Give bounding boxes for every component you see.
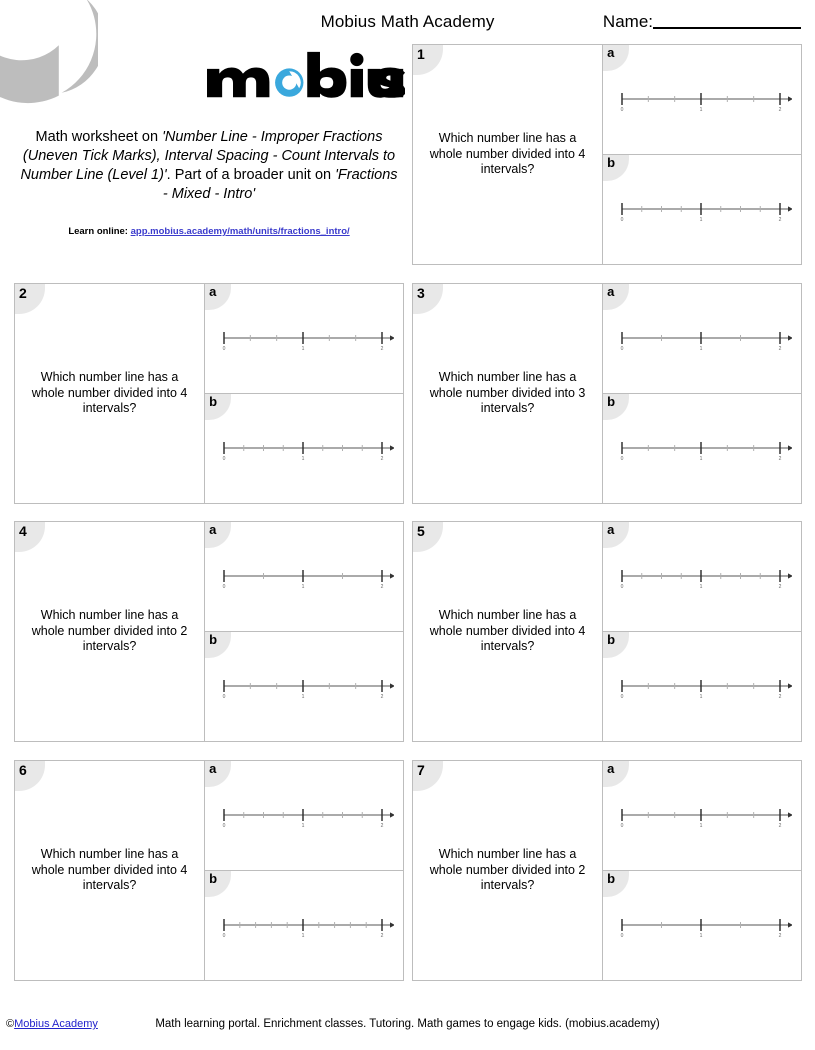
number-line-b bbox=[214, 432, 394, 466]
svg-text:0: 0 bbox=[620, 693, 624, 700]
svg-text:2: 2 bbox=[778, 932, 782, 939]
option-letter-badge: b bbox=[205, 871, 231, 897]
learn-online-line bbox=[18, 226, 400, 237]
question-options-cell bbox=[603, 45, 801, 264]
svg-text:2: 2 bbox=[778, 822, 782, 829]
question-options-cell bbox=[603, 284, 801, 503]
name-label: Name: bbox=[602, 12, 653, 31]
svg-text:0: 0 bbox=[222, 822, 226, 829]
option-letter-badge: a bbox=[205, 522, 231, 548]
question-options-cell bbox=[603, 522, 801, 741]
question-card-3 bbox=[412, 283, 802, 504]
question-prompt-cell bbox=[413, 45, 603, 264]
name-blank-line[interactable] bbox=[653, 27, 801, 29]
question-prompt-cell bbox=[15, 522, 205, 741]
svg-text:0: 0 bbox=[620, 106, 624, 113]
svg-text:2: 2 bbox=[380, 583, 384, 590]
svg-text:2: 2 bbox=[380, 822, 384, 829]
desc-prefix: Math worksheet on bbox=[35, 129, 163, 145]
question-options-cell bbox=[603, 761, 801, 980]
svg-text:2: 2 bbox=[380, 455, 384, 462]
number-line-b bbox=[612, 193, 792, 227]
question-card-2 bbox=[14, 283, 404, 504]
question-2-option-b[interactable] bbox=[205, 393, 403, 503]
question-options-cell bbox=[205, 522, 403, 741]
svg-text:1: 1 bbox=[301, 455, 305, 462]
footer-copyright-link[interactable]: Mobius Academy bbox=[14, 1018, 98, 1030]
svg-text:1: 1 bbox=[699, 216, 703, 223]
question-prompt-text: Which number line has a whole number divided into 2 intervals? bbox=[31, 608, 188, 654]
question-card-6 bbox=[14, 760, 404, 981]
number-line-a bbox=[612, 560, 792, 594]
question-6-option-b[interactable] bbox=[205, 870, 403, 980]
learn-online-label: Learn online: bbox=[68, 226, 131, 237]
footer-tagline: Math learning portal. Enrichment classes. Tutoring. Math games to engage kids. (mobius.academy) bbox=[155, 1018, 660, 1030]
option-letter-badge: b bbox=[603, 871, 629, 897]
question-1-option-a[interactable] bbox=[603, 45, 801, 154]
question-prompt-cell bbox=[413, 284, 603, 503]
question-prompt-text: Which number line has a whole number divided into 2 intervals? bbox=[429, 847, 586, 893]
option-letter-badge: b bbox=[603, 394, 629, 420]
question-options-cell bbox=[205, 761, 403, 980]
svg-text:2: 2 bbox=[778, 216, 782, 223]
worksheet-description bbox=[18, 128, 400, 204]
number-line-a bbox=[214, 560, 394, 594]
svg-text:1: 1 bbox=[301, 583, 305, 590]
svg-text:1: 1 bbox=[301, 693, 305, 700]
svg-text:0: 0 bbox=[620, 455, 624, 462]
question-number-badge: 7 bbox=[413, 761, 443, 791]
option-letter-badge: a bbox=[603, 45, 629, 71]
number-line-a bbox=[214, 799, 394, 833]
number-line-b bbox=[612, 432, 792, 466]
option-letter-badge: a bbox=[205, 284, 231, 310]
svg-text:0: 0 bbox=[222, 455, 226, 462]
mobius-logo bbox=[200, 50, 405, 102]
svg-text:2: 2 bbox=[778, 583, 782, 590]
svg-text:0: 0 bbox=[620, 216, 624, 223]
svg-text:2: 2 bbox=[778, 693, 782, 700]
question-card-7 bbox=[412, 760, 802, 981]
svg-text:1: 1 bbox=[301, 822, 305, 829]
svg-text:0: 0 bbox=[222, 583, 226, 590]
question-4-option-a[interactable] bbox=[205, 522, 403, 631]
question-prompt-cell bbox=[15, 284, 205, 503]
academy-title: Mobius Math Academy bbox=[320, 12, 495, 31]
question-3-option-b[interactable] bbox=[603, 393, 801, 503]
svg-text:0: 0 bbox=[620, 822, 624, 829]
question-3-option-a[interactable] bbox=[603, 284, 801, 393]
worksheet-footer bbox=[0, 1018, 815, 1042]
number-line-b bbox=[214, 670, 394, 704]
copyright-symbol: © bbox=[6, 1018, 15, 1030]
question-prompt-text: Which number line has a whole number divided into 3 intervals? bbox=[429, 370, 586, 416]
desc-unit: 'Fractions - Mixed - Intro' bbox=[162, 167, 398, 202]
question-4-option-b[interactable] bbox=[205, 631, 403, 741]
svg-text:0: 0 bbox=[620, 345, 624, 352]
number-line-a bbox=[214, 322, 394, 356]
question-number-badge: 3 bbox=[413, 284, 443, 314]
svg-text:2: 2 bbox=[380, 932, 384, 939]
desc-middle: . Part of a broader unit on bbox=[166, 167, 336, 183]
question-number-badge: 2 bbox=[15, 284, 45, 314]
svg-text:0: 0 bbox=[222, 932, 226, 939]
question-card-4 bbox=[14, 521, 404, 742]
number-line-a bbox=[612, 799, 792, 833]
svg-text:0: 0 bbox=[222, 345, 226, 352]
number-line-a bbox=[612, 322, 792, 356]
question-1-option-b[interactable] bbox=[603, 154, 801, 264]
number-line-a bbox=[612, 83, 792, 117]
question-prompt-cell bbox=[413, 761, 603, 980]
question-2-option-a[interactable] bbox=[205, 284, 403, 393]
name-field bbox=[603, 12, 801, 32]
svg-text:2: 2 bbox=[380, 693, 384, 700]
svg-text:1: 1 bbox=[301, 345, 305, 352]
option-letter-badge: b bbox=[205, 394, 231, 420]
svg-text:2: 2 bbox=[778, 106, 782, 113]
question-card-1 bbox=[412, 44, 802, 265]
svg-text:0: 0 bbox=[222, 693, 226, 700]
svg-text:2: 2 bbox=[778, 345, 782, 352]
question-prompt-cell bbox=[15, 761, 205, 980]
svg-text:1: 1 bbox=[699, 455, 703, 462]
svg-text:0: 0 bbox=[620, 932, 624, 939]
svg-text:1: 1 bbox=[699, 345, 703, 352]
svg-text:1: 1 bbox=[699, 693, 703, 700]
learn-online-link[interactable]: app.mobius.academy/math/units/fractions_intro/ bbox=[130, 226, 350, 237]
question-options-cell bbox=[205, 284, 403, 503]
option-letter-badge: a bbox=[205, 761, 231, 787]
question-7-option-a[interactable] bbox=[603, 761, 801, 870]
question-number-badge: 6 bbox=[15, 761, 45, 791]
number-line-b bbox=[612, 909, 792, 943]
svg-text:2: 2 bbox=[778, 455, 782, 462]
question-5-option-b[interactable] bbox=[603, 631, 801, 741]
question-number-badge: 1 bbox=[413, 45, 443, 75]
question-prompt-cell bbox=[413, 522, 603, 741]
svg-text:2: 2 bbox=[380, 345, 384, 352]
question-prompt-text: Which number line has a whole number divided into 4 intervals? bbox=[31, 370, 188, 416]
question-number-badge: 4 bbox=[15, 522, 45, 552]
svg-text:1: 1 bbox=[699, 583, 703, 590]
svg-text:0: 0 bbox=[620, 583, 624, 590]
svg-text:1: 1 bbox=[301, 932, 305, 939]
question-number-badge: 5 bbox=[413, 522, 443, 552]
option-letter-badge: a bbox=[603, 761, 629, 787]
option-letter-badge: b bbox=[603, 632, 629, 658]
question-5-option-a[interactable] bbox=[603, 522, 801, 631]
question-6-option-a[interactable] bbox=[205, 761, 403, 870]
question-prompt-text: Which number line has a whole number divided into 4 intervals? bbox=[429, 608, 586, 654]
question-prompt-text: Which number line has a whole number divided into 4 intervals? bbox=[31, 847, 188, 893]
option-letter-badge: b bbox=[205, 632, 231, 658]
desc-topic: 'Number Line - Improper Fractions (Uneven Tick Marks), Interval Spacing - Count Intervals to Number Line (Level 1)' bbox=[20, 129, 396, 183]
svg-text:1: 1 bbox=[699, 822, 703, 829]
option-letter-badge: a bbox=[603, 284, 629, 310]
question-prompt-text: Which number line has a whole number divided into 4 intervals? bbox=[429, 131, 586, 177]
option-letter-badge: a bbox=[603, 522, 629, 548]
question-card-5 bbox=[412, 521, 802, 742]
question-7-option-b[interactable] bbox=[603, 870, 801, 980]
number-line-b bbox=[612, 670, 792, 704]
svg-text:1: 1 bbox=[699, 932, 703, 939]
number-line-b bbox=[214, 909, 394, 943]
svg-text:1: 1 bbox=[699, 106, 703, 113]
option-letter-badge: b bbox=[603, 155, 629, 181]
